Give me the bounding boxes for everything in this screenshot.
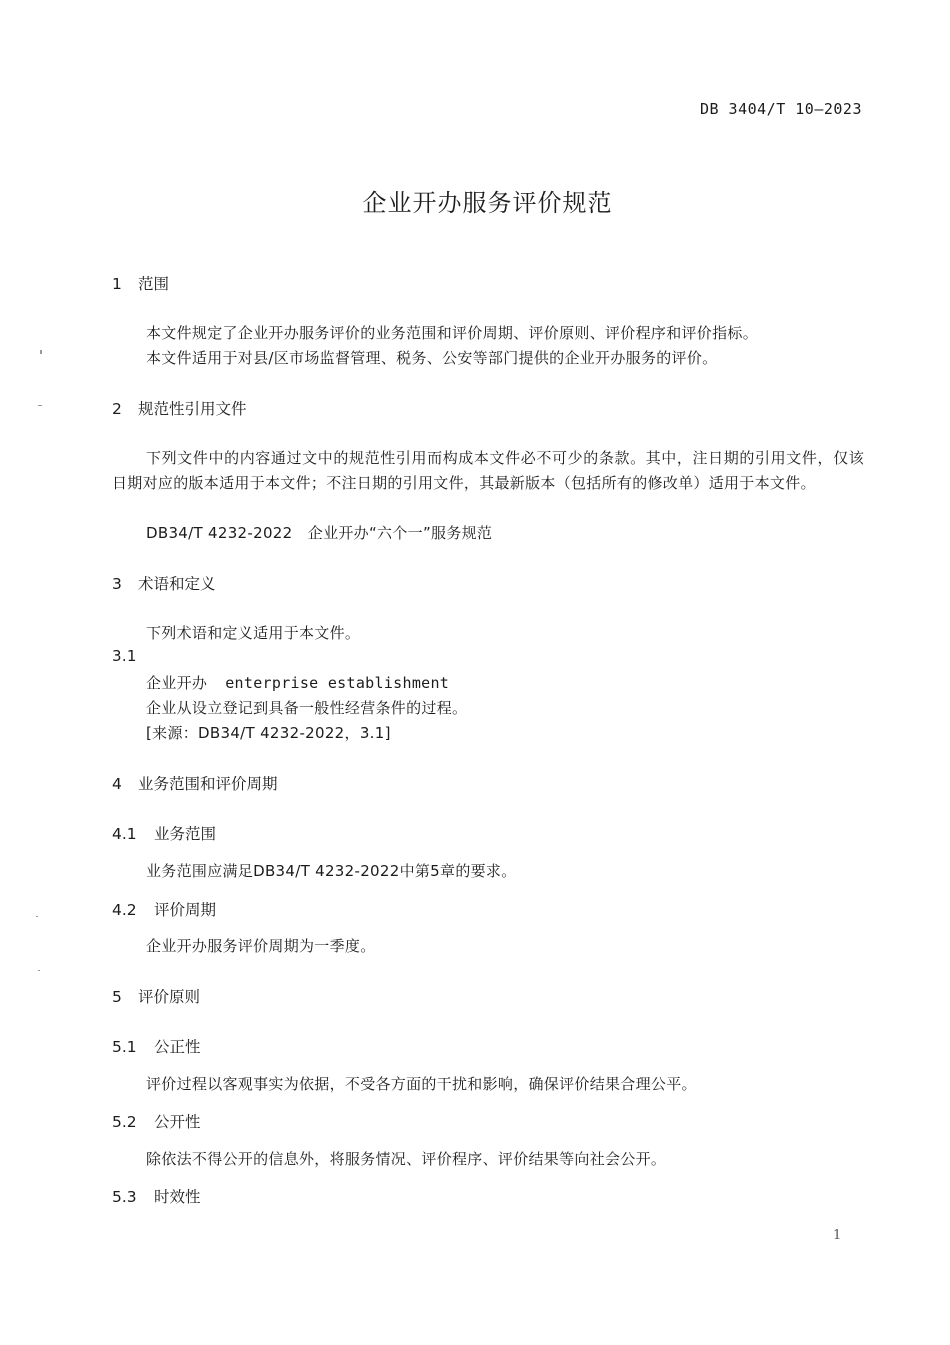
subsection-title: 评价周期 xyxy=(154,901,217,919)
subsection-5-1-text: 评价过程以客观事实为依据，不受各方面的干扰和影响，确保评价结果合理公平。 xyxy=(146,1075,697,1093)
subsection-title: 公正性 xyxy=(154,1038,201,1056)
document-title: 企业开办服务评价规范 xyxy=(362,189,613,217)
section-title: 范围 xyxy=(138,275,170,293)
page-number: 1 xyxy=(833,1228,842,1243)
normative-reference: DB34/T 4232-2022 企业开办“六个一”服务规范 xyxy=(146,524,493,542)
section-title: 规范性引用文件 xyxy=(138,400,247,418)
document-code: DB 3404/T 10—2023 xyxy=(699,100,862,118)
section-3-heading xyxy=(112,572,216,594)
section-1-paragraph-1: 本文件规定了企业开办服务评价的业务范围和评价周期、评价原则、评价程序和评价指标。 xyxy=(146,324,759,342)
subsection-4-1-heading xyxy=(112,822,216,844)
subsection-number: 5.2 xyxy=(112,1113,137,1131)
term-source: [来源：DB34/T 4232-2022，3.1] xyxy=(146,724,391,742)
section-1-paragraph-2: 本文件适用于对县/区市场监督管理、税务、公安等部门提供的企业开办服务的评价。 xyxy=(146,349,718,367)
section-title: 术语和定义 xyxy=(138,575,216,593)
term-chinese: 企业开办 xyxy=(146,674,208,692)
subsection-number: 4.1 xyxy=(112,825,137,843)
section-1-heading xyxy=(112,272,169,294)
section-5-heading xyxy=(112,985,200,1007)
subsection-number: 5.3 xyxy=(112,1188,137,1206)
section-number: 4 xyxy=(112,775,122,793)
section-number: 1 xyxy=(112,275,122,293)
subsection-5-1-heading xyxy=(112,1035,201,1057)
scan-speck xyxy=(36,916,38,917)
section-title: 业务范围和评价周期 xyxy=(138,775,278,793)
scan-speck xyxy=(38,405,42,406)
subsection-number: 4.2 xyxy=(112,901,137,919)
subsection-5-3-heading xyxy=(112,1185,201,1207)
subsection-5-2-heading xyxy=(112,1110,201,1132)
scan-speck xyxy=(38,970,40,971)
section-number: 2 xyxy=(112,400,122,418)
scan-speck xyxy=(40,350,42,354)
section-2-paragraph: 下列文件中的内容通过文中的规范性引用而构成本文件必不可少的条款。其中，注日期的引用文件，仅该日期对应的版本适用于本文件；不注日期的引用文件，其最新版本（包括所有的修改单）适用于本文件。 xyxy=(112,449,864,492)
term-entry xyxy=(146,672,449,693)
section-3-paragraph: 下列术语和定义适用于本文件。 xyxy=(146,624,361,642)
section-title: 评价原则 xyxy=(138,988,201,1006)
subsection-5-2-text: 除依法不得公开的信息外，将服务情况、评价程序、评价结果等向社会公开。 xyxy=(146,1150,667,1168)
subsection-title: 时效性 xyxy=(154,1188,201,1206)
subsection-title: 业务范围 xyxy=(154,825,217,843)
subsection-number: 5.1 xyxy=(112,1038,137,1056)
section-2-heading xyxy=(112,397,247,419)
subsection-4-2-text: 企业开办服务评价周期为一季度。 xyxy=(146,937,376,955)
subsection-4-1-text: 业务范围应满足DB34/T 4232-2022中第5章的要求。 xyxy=(146,862,517,880)
section-4-heading xyxy=(112,772,278,794)
term-english: enterprise establishment xyxy=(225,674,450,692)
subsection-4-2-heading xyxy=(112,898,216,920)
section-number: 3 xyxy=(112,575,122,593)
section-number: 5 xyxy=(112,988,122,1006)
term-number: 3.1 xyxy=(112,647,137,665)
subsection-title: 公开性 xyxy=(154,1113,201,1131)
term-definition: 企业从设立登记到具备一般性经营条件的过程。 xyxy=(146,699,468,717)
